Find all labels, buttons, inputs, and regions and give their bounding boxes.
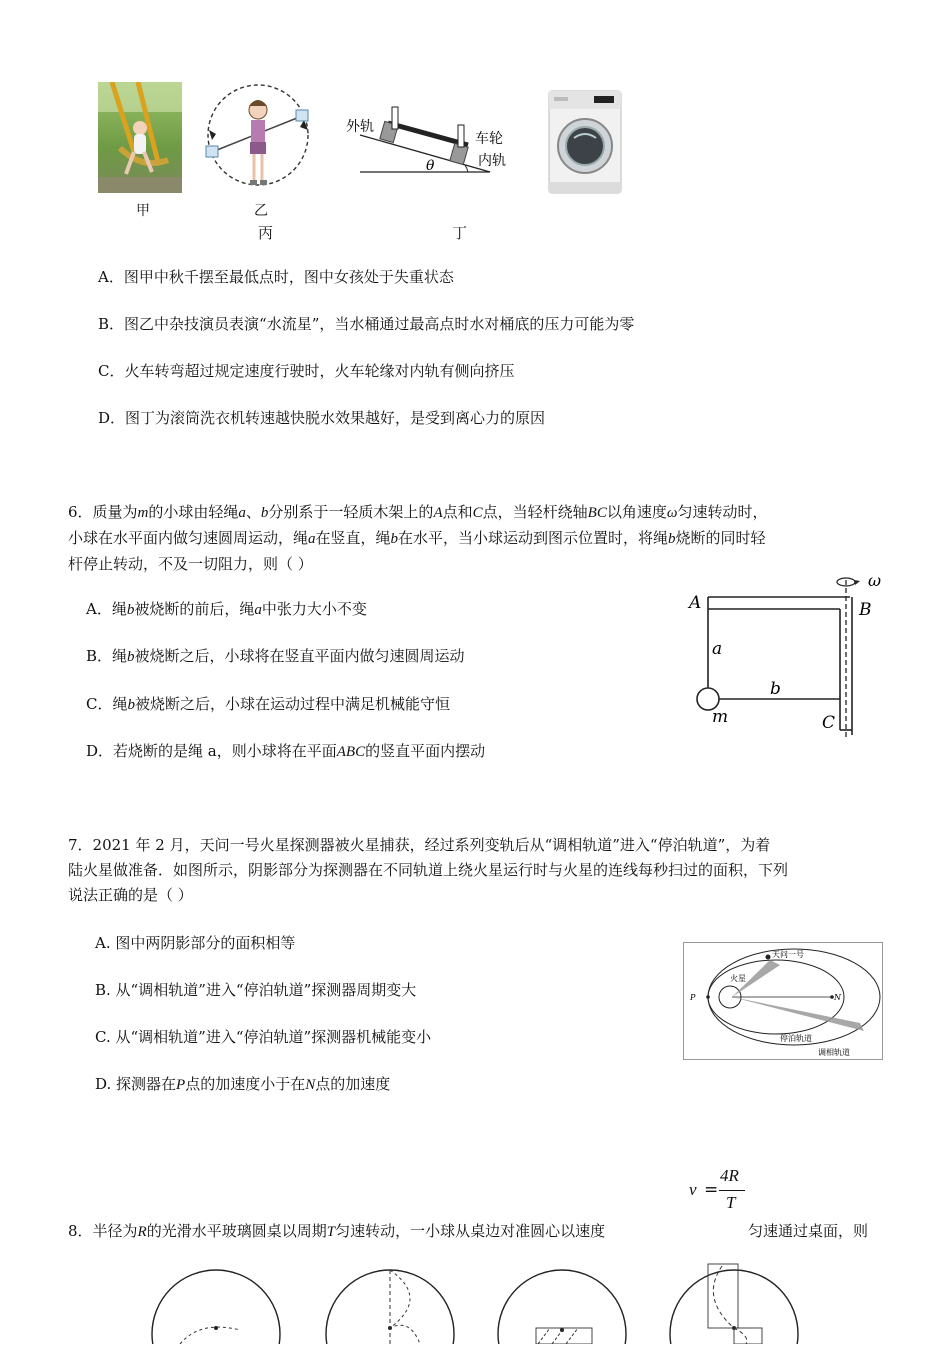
q7-option-c: C. 从“调相轨道”进入“停泊轨道”探测器机械能变小 [95, 1028, 432, 1046]
q7-label-probe: 天问一号 [772, 950, 804, 959]
var-b: b [127, 697, 135, 713]
banked-track-figure [340, 95, 520, 175]
formula-lhs: v [689, 1180, 697, 1199]
q8-stem [68, 1221, 605, 1242]
formula-bar [719, 1190, 745, 1191]
var-a: a [308, 531, 316, 547]
label-ding: 丁 [452, 224, 468, 242]
q7-label-P: P [690, 993, 696, 1002]
var-R: R [137, 1224, 147, 1240]
q5-option-a: A．图甲中秋千摆至最低点时，图中女孩处于失重状态 [98, 268, 454, 286]
q6-text: 烧断的同时轻 [675, 529, 766, 547]
q7-label-N: N [834, 993, 841, 1002]
q7-line1: 7．2021 年 2 月，天问一号火星探测器被火星捕获，经过系列变轨后从“调相轨道”进入“停泊轨道”，为着 [68, 836, 771, 854]
q6-opt-text: 被烧断之后，小球在运动过程中满足机械能守恒 [134, 695, 450, 713]
q7-stem [68, 833, 898, 908]
q6-text: 在水平，当小球运动到图示位置时，将绳 [398, 529, 669, 547]
var-a: a [254, 602, 262, 618]
var-b: b [260, 505, 269, 521]
q6-label-A: A [689, 593, 702, 613]
q7-opt-text: 点的加速度小于在 [185, 1075, 306, 1093]
q6-label-C: C [822, 713, 836, 733]
q6-opt-text: 中张力大小不变 [261, 600, 367, 618]
q7-label-phasing: 调相轨道 [818, 1048, 850, 1057]
label-bing: 丙 [258, 224, 274, 242]
var-P: P [176, 1077, 186, 1093]
var-ABC: ABC [336, 744, 366, 760]
q6-opt-text: 被烧断的前后，绳 [134, 600, 255, 618]
q6-text: 小球在水平面内做匀速圆周运动，绳 [68, 529, 309, 547]
var-m: m [137, 505, 149, 521]
q6-line3: 杆停止转动，不及一切阻力，则（ ） [68, 555, 313, 573]
q7-label-parking: 停泊轨道 [780, 1034, 812, 1043]
q6-opt-text: B．绳 [86, 647, 128, 665]
var-b: b [126, 602, 135, 618]
var-b: b [127, 649, 135, 665]
q6-line1 [68, 500, 898, 526]
var-a: a [238, 505, 246, 521]
q6-label-a: a [712, 639, 723, 659]
var-b: b [668, 531, 676, 547]
q7-option-d [95, 1074, 390, 1095]
q6-label-B: B [859, 600, 872, 620]
var-T: T [326, 1224, 336, 1240]
var-b: b [390, 531, 399, 547]
q6-label-b: b [770, 679, 781, 699]
q8-formula [689, 1166, 749, 1216]
q6-stem [68, 500, 898, 577]
track-wheel-label: 车轮 [475, 131, 503, 147]
q6-text: 在竖直，绳 [315, 529, 391, 547]
label-jia: 甲 [136, 203, 150, 219]
q6-label-omega: ω [868, 571, 882, 590]
q7-line3: 说法正确的是（ ） [68, 886, 193, 904]
q6-text: 点，当轻杆绕轴 [482, 503, 588, 521]
var-omega: ω [666, 505, 678, 521]
track-outer-label: 外轨 [346, 119, 374, 135]
formula-eq: = [704, 1180, 719, 1200]
var-BC: BC [587, 505, 607, 521]
q5-option-b: B．图乙中杂技演员表演“水流星”，当水桶通过最高点时水对桶底的压力可能为零 [98, 315, 635, 333]
q6-text: 6．质量为 [68, 503, 138, 521]
formula-den: T [726, 1193, 736, 1212]
q8-text: 匀速转动，一小球从桌边对准圆心以速度 [335, 1222, 606, 1240]
q6-text: 匀速转动时， [677, 503, 768, 521]
q6-text: 、 [245, 503, 261, 521]
q7-opt-text: D. 探测器在 [95, 1075, 177, 1093]
q6-option-c [86, 694, 450, 715]
q6-text: 分别系于一轻质木架上的 [268, 503, 434, 521]
q7-label-mars: 火星 [730, 974, 746, 983]
q8-options-diagrams [140, 1258, 940, 1344]
q6-frame-diagram [684, 570, 894, 740]
q6-text: 以角速度 [606, 503, 667, 521]
q6-line2 [68, 526, 898, 552]
label-yi: 乙 [254, 203, 268, 219]
q7-option-a: A. 图中两阴影部分的面积相等 [95, 934, 296, 952]
washing-machine-photo [548, 90, 622, 194]
q7-orbit-diagram [683, 942, 883, 1060]
water-meteor-figure [200, 80, 320, 192]
q6-text: 的小球由轻绳 [148, 503, 239, 521]
q6-opt-text: C．绳 [86, 695, 128, 713]
q7-line2: 陆火星做准备．如图所示，阴影部分为探测器在不同轨道上绕火星运行时与火星的连线每秒扫过的面积，下列 [68, 861, 789, 879]
q5-option-c: C．火车转弯超过规定速度行驶时，火车轮缘对内轨有侧向挤压 [98, 362, 515, 380]
q6-label-m: m [712, 707, 729, 727]
q6-opt-text: 被烧断之后，小球将在竖直平面内做匀速圆周运动 [134, 647, 465, 665]
q6-option-b [86, 646, 465, 667]
q7-option-b: B. 从“调相轨道”进入“停泊轨道”探测器周期变大 [95, 981, 417, 999]
q6-opt-text: A．绳 [86, 600, 127, 618]
var-N: N [305, 1077, 316, 1093]
q8-text: 的光滑水平玻璃圆桌以周期 [146, 1222, 327, 1240]
q8-text: 8．半径为 [68, 1222, 138, 1240]
q8-stem-end: 匀速通过桌面，则 [748, 1222, 869, 1240]
q5-option-d: D．图丁为滚筒洗衣机转速越快脱水效果越好，是受到离心力的原因 [98, 409, 546, 427]
q7-opt-text: 点的加速度 [315, 1075, 391, 1093]
q6-opt-text: 的竖直平面内摆动 [365, 742, 486, 760]
q6-opt-text: D．若烧断的是绳 a，则小球将在平面 [86, 742, 337, 760]
swing-photo [98, 82, 182, 193]
formula-num: 4R [720, 1166, 739, 1185]
track-inner-label: 内轨 [478, 153, 506, 169]
var-C: C [472, 505, 483, 521]
var-A: A [433, 505, 443, 521]
q6-option-a [86, 599, 367, 620]
q6-text: 点和 [442, 503, 473, 521]
q6-option-d [86, 741, 485, 762]
track-angle-label: θ [426, 158, 435, 174]
